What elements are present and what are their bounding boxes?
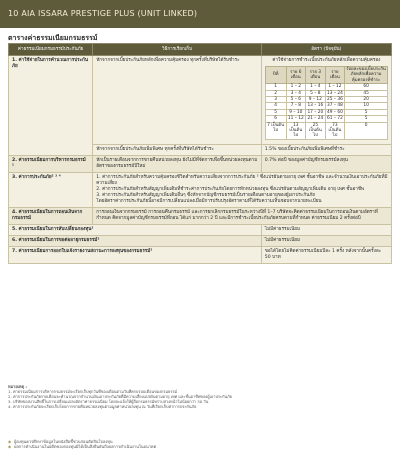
rate-schedule-cell: 60 [345, 84, 388, 90]
rate-schedule-cell: 17 – 20 [307, 109, 324, 115]
rate-schedule-cell: 5 – 6 [286, 97, 306, 103]
rate-schedule-cell: 5 – 8 [306, 90, 326, 96]
fee-rate-cell [261, 56, 391, 145]
table-row [9, 172, 392, 207]
rate-schedule-cell: 5 [345, 109, 388, 115]
table-row [9, 207, 392, 224]
rate-schedule-cell: 1 – 2 [286, 84, 306, 90]
note-item: 2. ค่าการประกันภัยรายเดือนจะคำนวณจากจำนวนเงินเอาประกันภัยที่มีความเสี่ยงแปรผันตามอายุ เพศ และชั้นอาชีพของผู้เอาประกันภัย [8, 394, 232, 399]
rate-schedule-cell: 25 เป็นต้นไป [306, 122, 326, 139]
rate-schedule-cell: 3 – 4 [286, 90, 306, 96]
column-header: ค่าธรรมเนียมกรมธรรม์ประกันภัย [9, 44, 93, 56]
fee-method: ขอได้โดยไม่คิดค่าธรรมเนียมปีละ 1 ครั้ง หลังจากนั้นครั้งละ 50 บาท [261, 246, 391, 263]
section-title: ตารางค่าธรรมเนียมกรมธรรม์ [8, 34, 98, 42]
fee-rate: 0.7% ต่อปี ของมูลค่าบัญชีกรมธรรม์ลงทุน [261, 155, 391, 172]
notes-label: หมายเหตุ : [8, 384, 27, 389]
rate-schedule-cell: 25 – 36 [326, 97, 343, 103]
rate-schedule-col: ราย 6 เดือน [286, 67, 306, 84]
table-header-row [9, 44, 392, 56]
fee-name: 1. ค่าใช้จ่ายในการคำนวณการประกันภัย [9, 56, 93, 156]
rate-schedule-cell: 37 – 48 [326, 103, 343, 109]
fee-name: 2. ค่าธรรมเนียมการบริหารกรมธรรม์ ¹ [9, 155, 93, 172]
fee-method: 1. ค่าการประกันภัยสำหรับความคุ้มครองชีวิตสำหรับความเสี่ยงจากการประกันภัย ³ ซึ่งแปรผันตามอายุ เพศ ชั้นอาชีพ และจำนวนเงินเอาประกันภัยที่มีความเสี่ยง 2. ค่าการประกันภัยสำหรับสัญญาเพิ่มเติมที่ชำระค่าการประกันภัยโดยการหักหน่วยลงทุน ซึ่งแปรผันตามสัญญาเพิ่มเติม อายุ เพศ ชั้นอาชีพ 3. ค่าการประกันภัยสำหรับสัญญาเพิ่มเติมอื่นๆ ซึ่งหักจากบัญชีกรมธรรม์เป็นรายเดือนตามอายุของผู้เอาประกันภัย โดยอัตราค่าการประกันภัยนี้อาจมีการเปลี่ยนแปลงเมื่อมีการปรับปรุงอัตราตามที่ได้รับความเห็นชอบจากนายทะเบียน [93, 172, 392, 207]
disclaimer-item: ◆ ผลการดำเนินงานในอดีตของกองทุนมิได้เป็นสิ่งยืนยันถึงผลการดำเนินงานในอนาคต [8, 444, 392, 449]
rate-schedule-cell: 20 [345, 97, 388, 103]
note-item: 4. ค่าการประกันภัยจะเรียกเก็บโดยการขายคืนหน่วยลงทุนตามมูลค่าหน่วยลงทุน ณ วันที่เรียกเก็บค่าการประกันภัย [8, 404, 197, 409]
rate-schedule-cell: 49 – 60 [326, 109, 343, 115]
rate-schedule-cell: 73 เป็นต้นไป [325, 122, 345, 139]
rate-intro: ค่าใช้จ่ายการชำระเบี้ยประกันภัยหลักเพื่อความคุ้มครอง [272, 58, 381, 63]
rate-schedule-cell: 11 – 12 [287, 116, 304, 122]
fee-method: ไม่มีค่าธรรมเนียม [261, 224, 391, 235]
rate-schedule-cell: 1 – 4 [306, 84, 326, 90]
notes-section [8, 384, 392, 409]
table-row [9, 56, 392, 145]
rate-schedule-cell: 5 [265, 109, 286, 115]
disclaimer-bullets [8, 439, 392, 449]
rate-schedule-cell: 5 [345, 116, 388, 122]
page-title: 10 AIA ISSARA PRESTIGE PLUS (UNIT LINKED) [8, 9, 198, 18]
fee-name: 4. ค่าธรรมเนียมในการถอนเงินจากกรมธรรม์ [9, 207, 93, 224]
rate-schedule-table [265, 66, 388, 140]
table-row [9, 246, 392, 263]
rate-schedule-cell: 1 [265, 84, 286, 90]
rate-schedule-cell: 61 – 72 [326, 116, 343, 122]
rate-schedule-cell: 0 [345, 122, 388, 139]
rate-schedule-cell: 2 [265, 90, 286, 96]
fee-method: หักเป็นรายเดือนจากการขายคืนหน่วยลงทุน ยังไม่มีที่จัดการเพื่อขึ้นหน่วยลงทุนตามอัตราของกรมธรรม์ปีใหม่ [93, 155, 262, 172]
rate-schedule-col: ปีที่ [265, 67, 286, 84]
rate-schedule-col: ราย 3 เดือน [306, 67, 326, 84]
rate-schedule-cell: 13 – 16 [307, 103, 324, 109]
rate-schedule-header [265, 67, 387, 84]
rate-schedule-cell: 3 [265, 97, 286, 103]
column-header: อัตรา (ปัจจุบัน) [261, 44, 391, 56]
rate-schedule-cell: 13 – 24 [326, 90, 343, 96]
fee-name: 5. ค่าธรรมเนียมในการสับเปลี่ยนกองทุน³ [9, 224, 262, 235]
rate-schedule-cell: 9 – 12 [306, 97, 326, 103]
page-header [0, 0, 400, 28]
rate-schedule-cell: 13 เป็นต้นไป [286, 122, 306, 139]
fee-method-extra: หักจากจากเบี้ยประกันภัยเพิ่มพิเศษ ทุกครั้งที่บริษัทได้รับชำระ [93, 144, 262, 155]
note-item: 1. ค่าธรรมเนียมการบริหารกรมธรรม์จะเรียกเก็บทุกวันที่ของเดือนตามวันที่ครบรอบเดือนของกรมธรรม์ [8, 389, 178, 394]
fee-rate-extra: 1.5% ของเบี้ยประกันภัยเพิ่มพิเศษที่ชำระ [261, 144, 391, 155]
rate-schedule-col: ร้อยละของเบี้ยประกันภัยหลักเพื่อความคุ้มครองที่ชำระ [346, 67, 386, 83]
rate-schedule-cell: 4 [265, 103, 286, 109]
rate-schedule-cell: 1 – 12 [325, 84, 345, 90]
rate-schedule-cell: 7 – 8 [286, 103, 306, 109]
rate-schedule-cell: 7 เป็นต้นไป [265, 122, 286, 139]
fee-name: 7. ค่าธรรมเนียมการออกใบแจ้งรายงานสถานะการลงทุนของกรมธรรม์³ [9, 246, 262, 263]
fee-name: 6. ค่าธรรมเนียมในการขอต่ออายุกรมธรรม์³ [9, 235, 262, 246]
fee-method: ไม่มีค่าธรรมเนียม [261, 235, 391, 246]
table-row [9, 155, 392, 172]
fee-name: 3. ค่าการประกันภัย² ³ ⁴ [9, 172, 93, 207]
rate-schedule-cell: 21 – 24 [307, 116, 324, 122]
rate-schedule-cell: 45 [345, 90, 388, 96]
rate-schedule-row [265, 122, 387, 139]
column-header: วิธีการเรียกเก็บ [93, 44, 262, 56]
rate-schedule-col: ราย เดือน [325, 67, 345, 84]
rate-schedule-cell: 6 [265, 116, 286, 122]
disclaimer-item: ◆ ผู้ลงทุนควรศึกษาข้อมูลในหนังสือชี้ชวนก่อนตัดสินใจลงทุน [8, 439, 392, 444]
fee-table [8, 43, 392, 264]
rate-schedule-cell: 9 – 10 [286, 109, 306, 115]
table-row [9, 235, 392, 246]
table-row [9, 224, 392, 235]
note-item: 3. บริษัทขอสงวนสิทธิ์ในการเปลี่ยนแปลงอัตราค่าธรรมเนียม โดยจะแจ้งให้ผู้ถือกรมธรรม์ทราบล่วงหน้าไม่น้อยกว่า 30 วัน [8, 399, 209, 404]
fee-method: การถอนเงินจากกรมธรรม์ การถอนคืนกรมธรรม์ และการยกเลิกกรมธรรม์ในระหว่างปีที่ 1–7 บริษัทจะคิดค่าธรรมเนียมในการถอนเงินตามอัตราที่กำหนด คิดจากมูลค่าบัญชีกรมธรรม์ที่ถอน ได้แก่ มากกว่า 2 ปี และมีการชำระเบี้ยประกันภัยครบตามที่กำหนด ค่าธรรมเนียม 2 ครั้งต่อปี [93, 207, 392, 224]
rate-schedule-cell: 10 [345, 103, 388, 109]
fee-method: หักจากจากเบี้ยประกันภัยหลักเพื่อความคุ้มครอง ทุกครั้งที่บริษัทได้รับชำระ [93, 56, 262, 145]
